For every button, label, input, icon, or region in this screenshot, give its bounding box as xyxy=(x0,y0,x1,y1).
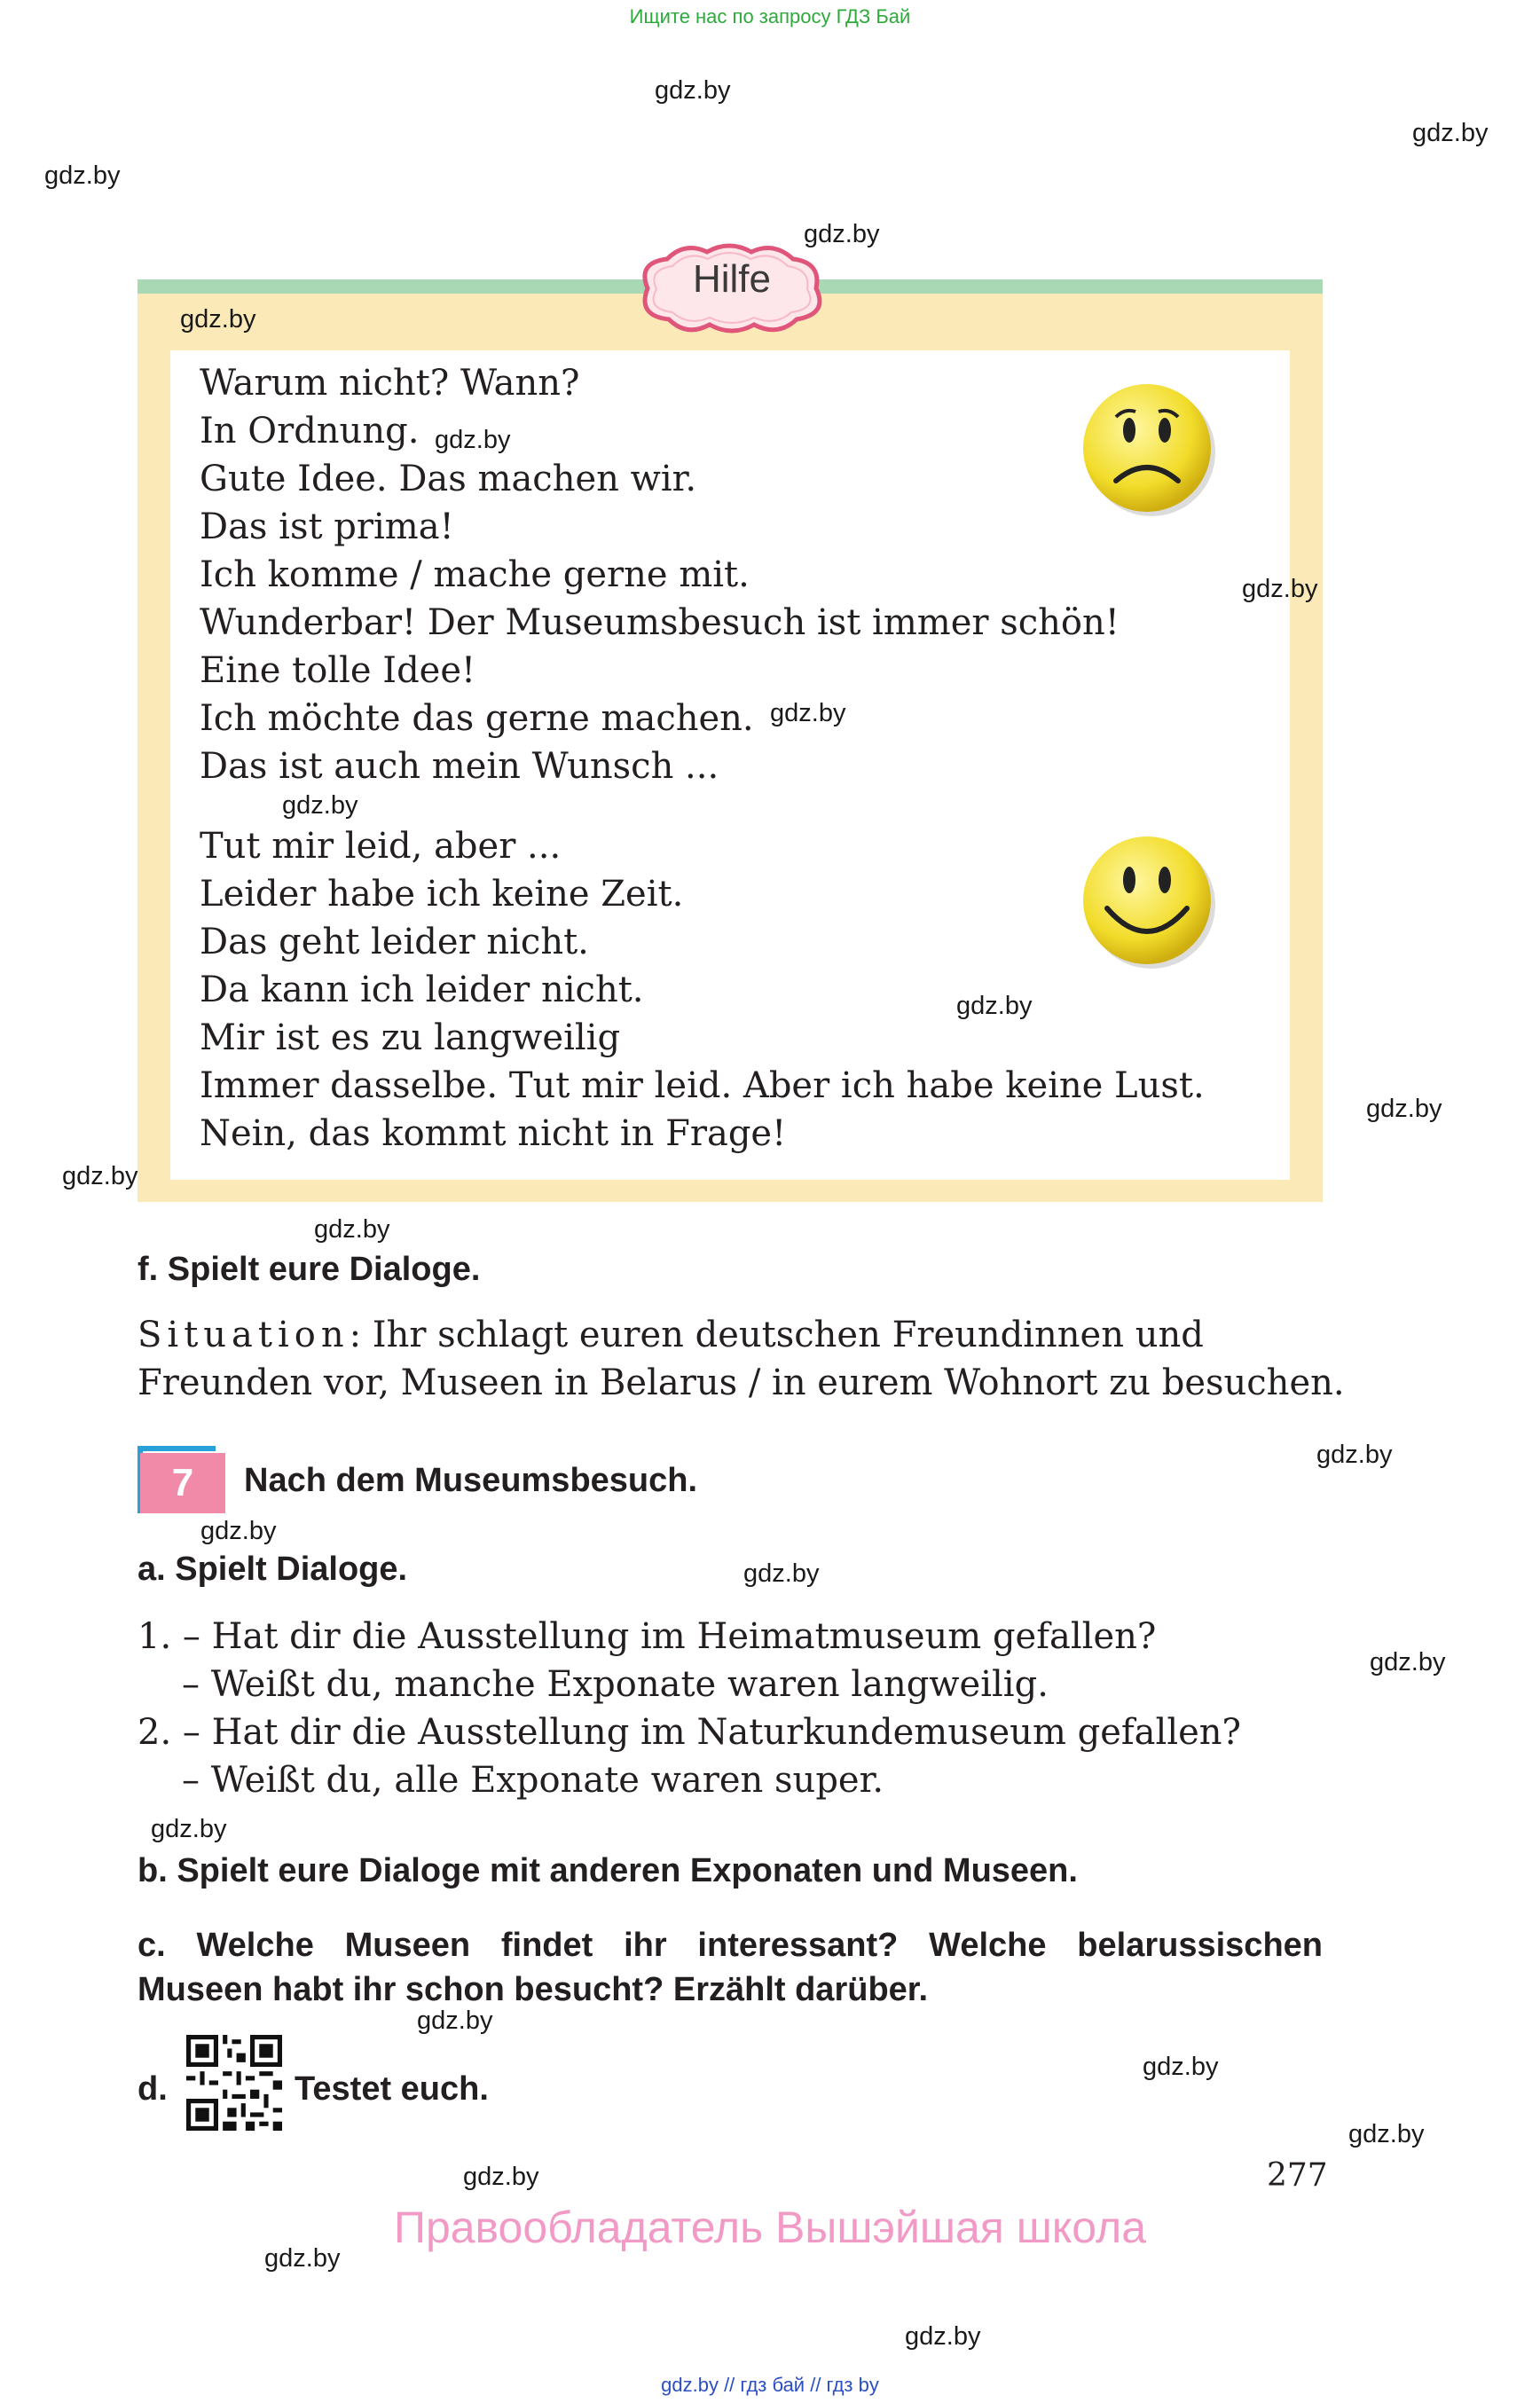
phrase-negative: Nein, das kommt nicht in Frage! xyxy=(200,1113,787,1154)
frown-face-icon xyxy=(1080,381,1218,519)
watermark: gdz.by xyxy=(264,2244,341,2273)
phrase-negative: Da kann ich leider nicht. xyxy=(200,970,644,1010)
phrase-positive: Das ist auch mein Wunsch ... xyxy=(200,746,719,787)
smile-face-icon xyxy=(1080,834,1218,971)
watermark: gdz.by xyxy=(905,2322,981,2351)
dialogue-line: – Weißt du, alle Exponate waren super. xyxy=(182,1760,884,1801)
watermark: gdz.by xyxy=(1412,119,1489,147)
watermark: gdz.by xyxy=(314,1215,390,1244)
watermark: gdz.by xyxy=(743,1559,820,1588)
phrase-positive: In Ordnung. xyxy=(200,411,420,452)
situation-text: : Ihr schlagt euren deutschen Freundinnen und xyxy=(349,1315,1204,1355)
watermark: gdz.by xyxy=(770,699,846,727)
phrase-negative: Das geht leider nicht. xyxy=(200,922,589,962)
hilfe-title: Hilfe xyxy=(692,257,772,301)
qr-code-icon[interactable] xyxy=(186,2035,282,2131)
watermark: gdz.by xyxy=(200,1517,277,1545)
page-number: 277 xyxy=(1267,2157,1328,2194)
watermark: gdz.by xyxy=(1242,575,1318,603)
watermark: gdz.by xyxy=(62,1162,138,1190)
task-f-label: f. Spielt eure Dialoge. xyxy=(138,1251,481,1288)
watermark: gdz.by xyxy=(655,76,731,105)
watermark: gdz.by xyxy=(804,220,880,248)
watermark: gdz.by xyxy=(417,2006,493,2035)
phrase-positive: Ich möchte das gerne machen. xyxy=(200,698,754,739)
exercise-title: Nach dem Museumsbesuch. xyxy=(244,1462,698,1499)
rights-holder: Правообладатель Вышэйшая школа xyxy=(394,2203,1146,2252)
watermark: gdz.by xyxy=(151,1815,227,1843)
phrase-positive: Warum nicht? Wann? xyxy=(200,363,580,404)
watermark: gdz.by xyxy=(180,305,256,334)
task-c-line-1: c. Welche Museen findet ihr interessant? Welche belarussischen xyxy=(138,1927,1323,1964)
dialogue-line: 2. – Hat dir die Ausstellung im Naturkundemuseum gefallen? xyxy=(138,1712,1241,1753)
exercise-badge-bar xyxy=(138,1446,216,1451)
situation-line-2: Freunden vor, Museen in Belarus / in eurem Wohnort zu besuchen. xyxy=(138,1362,1345,1403)
watermark: gdz.by xyxy=(1316,1441,1393,1469)
top-note: Ищите нас по запросу ГДЗ Бай xyxy=(629,5,911,27)
phrase-positive: Wunderbar! Der Museumsbesuch ist immer schön! xyxy=(200,602,1120,643)
watermark: gdz.by xyxy=(956,992,1033,1020)
phrase-positive: Eine tolle Idee! xyxy=(200,650,476,691)
watermark: gdz.by xyxy=(1143,2053,1219,2081)
task-c-line-2: Museen habt ihr schon besucht? Erzählt darüber. xyxy=(138,1971,929,2008)
phrase-positive: Das ist prima! xyxy=(200,507,454,547)
phrase-positive: Ich komme / mache gerne mit. xyxy=(200,554,750,595)
phrase-positive: Gute Idee. Das machen wir. xyxy=(200,459,697,499)
watermark: gdz.by xyxy=(44,161,121,190)
situation-word: Situation xyxy=(138,1315,350,1355)
task-d-label: d. xyxy=(138,2070,168,2108)
situation-line-1 xyxy=(138,1311,1323,1359)
watermark: gdz.by xyxy=(282,791,358,820)
phrase-negative: Mir ist es zu langweilig xyxy=(200,1017,621,1058)
task-b-label: b. Spielt eure Dialoge mit anderen Exponaten und Museen. xyxy=(138,1852,1078,1889)
exercise-number-badge: 7 xyxy=(140,1453,225,1513)
watermark: gdz.by xyxy=(463,2163,539,2191)
watermark: gdz.by xyxy=(1370,1648,1446,1677)
watermark: gdz.by xyxy=(1366,1095,1442,1123)
dialogue-line: – Weißt du, manche Exponate waren langweilig. xyxy=(182,1664,1049,1705)
watermark: gdz.by xyxy=(1348,2120,1425,2148)
watermark: gdz.by xyxy=(435,426,511,454)
bottom-links[interactable]: gdz.by // гдз бай // гдз by xyxy=(661,2374,879,2396)
task-d-text: Testet euch. xyxy=(295,2070,489,2108)
task-a-label: a. Spielt Dialoge. xyxy=(138,1551,408,1588)
phrase-negative: Immer dasselbe. Tut mir leid. Aber ich habe keine Lust. xyxy=(200,1065,1205,1106)
phrase-negative: Tut mir leid, aber ... xyxy=(200,826,562,867)
phrase-negative: Leider habe ich keine Zeit. xyxy=(200,874,684,915)
dialogue-line: 1. – Hat dir die Ausstellung im Heimatmuseum gefallen? xyxy=(138,1616,1157,1657)
